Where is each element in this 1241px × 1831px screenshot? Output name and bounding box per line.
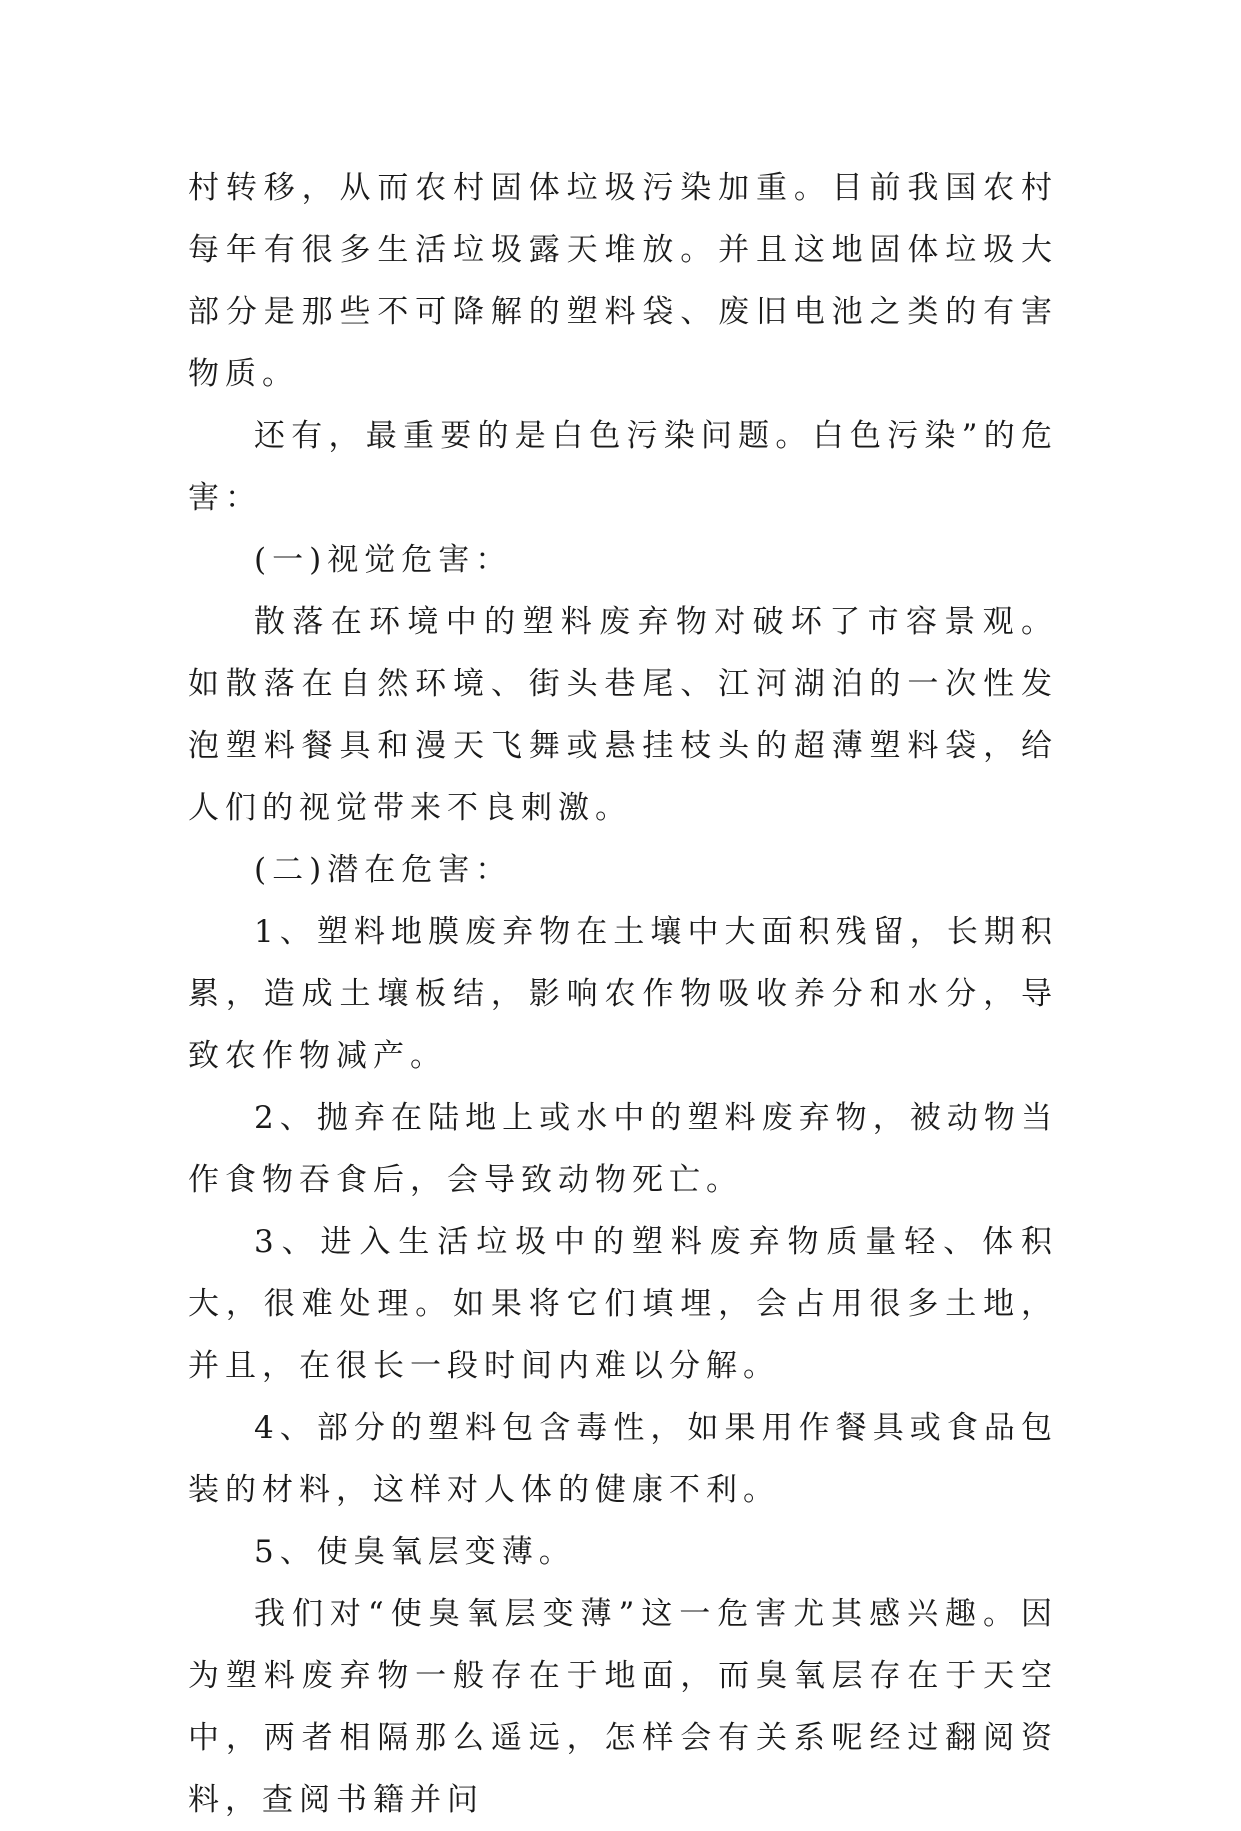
paragraph: 村转移，从而农村固体垃圾污染加重。目前我国农村每年有很多生活垃圾露天堆放。并且这地固体垃圾大部分是那些不可降解的塑料袋、废旧电池之类的有害物质。 [188,170,1058,392]
list-item: 1、塑料地膜废弃物在土壤中大面积残留，长期积累，造成土壤板结，影响农作物吸收养分和水分，导致农作物减产。 [188,914,1058,1074]
section-heading: (一)视觉危害： [254,542,513,578]
list-item: 4、部分的塑料包含毒性，如果用作餐具或食品包装的材料，这样对人体的健康不利。 [188,1410,1058,1508]
list-item: 2、抛弃在陆地上或水中的塑料废弃物，被动物当作食物吞食后，会导致动物死亡。 [188,1100,1058,1198]
paragraph: 散落在环境中的塑料废弃物对破坏了市容景观。如散落在自然环境、街头巷尾、江河湖泊的一次性发泡塑料餐具和漫天飞舞或悬挂枝头的超薄塑料袋，给人们的视觉带来不良刺激。 [188,604,1058,826]
paragraph: 我们对“使臭氧层变薄”这一危害尤其感兴趣。因为塑料废弃物一般存在于地面，而臭氧层存在于天空中，两者相隔那么遥远，怎样会有关系呢经过翻阅资料，查阅书籍并问 [188,1596,1058,1818]
document-body [188,157,1058,1831]
list-item: 3、进入生活垃圾中的塑料废弃物质量轻、体积大，很难处理。如果将它们填埋，会占用很多土地，并且，在很长一段时间内难以分解。 [188,1224,1058,1384]
paragraph: 还有，最重要的是白色污染问题。白色污染”的危害： [188,418,1058,516]
section-heading: (二)潜在危害： [254,852,513,888]
list-item: 5、使臭氧层变薄。 [254,1534,576,1570]
